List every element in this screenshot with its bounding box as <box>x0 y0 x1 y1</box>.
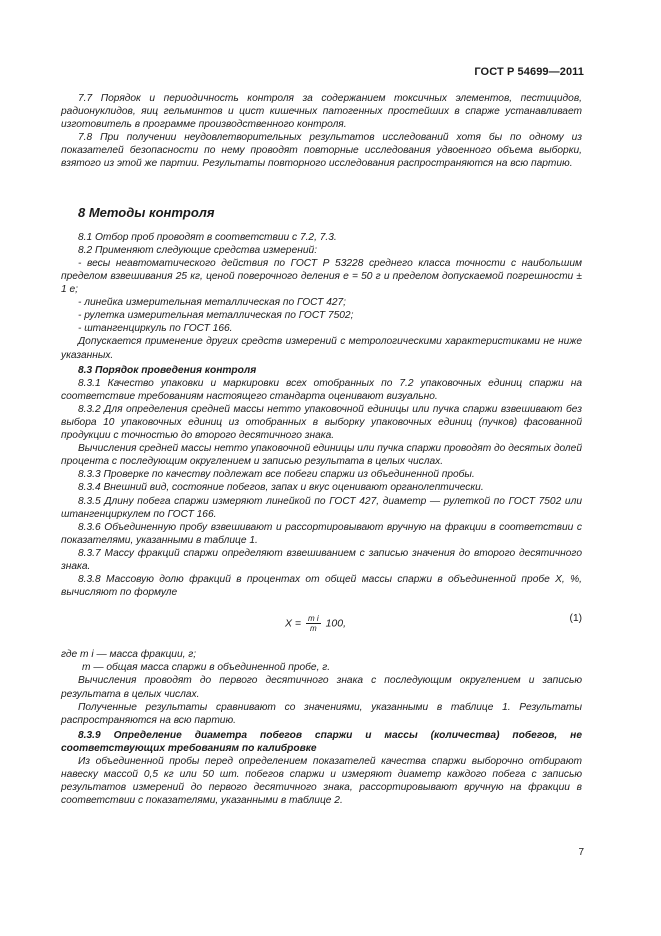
formula-denominator: m <box>309 624 317 634</box>
formula-fraction <box>306 614 321 633</box>
subsection-8-3-heading: 8.3 Порядок проведения контроля <box>78 364 257 376</box>
paragraph-compare: Полученные результаты сравнивают со значениями, указанными в таблице 1. Результаты распространяются на всю партию. <box>61 701 582 726</box>
paragraph-8-3-9: Из объединенной пробы перед определением показателей качества спаржи выборочно отбирают навеску массой 0,5 кг или 50 шт. побегов спаржи и измеряют диаметр каждого побега с записью результатов измерений до первого десятичного знака, рассортировывают вручную на фракции в соответствии с показателями, указанными в таблице 2. <box>61 756 582 807</box>
document-code-header: ГОСТ Р 54699—2011 <box>474 66 584 78</box>
instrument-list-item: - линейка измерительная металлическая по ГОСТ 427; <box>78 297 347 309</box>
paragraph-8-3-6: 8.3.6 Объединенную пробу взвешивают и рассортировывают вручную на фракции в соответствии с показателями, указанными в таблице 1. <box>61 521 582 546</box>
page-number: 7 <box>578 847 584 858</box>
paragraph-8-3-2-calc: Вычисления средней массы нетто упаковочной единицы или пучка спаржи проводят до десятых долей процента с последующим округлением и записью результата в целых числах. <box>61 443 582 468</box>
paragraph-8-2: 8.2 Применяют следующие средства измерений: <box>78 244 318 256</box>
formula-where-mi: где m i — масса фракции, г; <box>61 649 197 661</box>
paragraph-8-3-1: 8.3.1 Качество упаковки и маркировки всех отобранных по 7.2 упаковочных единиц спаржи на соответствие требованиям настоящего стандарта оценивают визуально. <box>61 377 582 402</box>
section-8-heading: 8 Методы контроля <box>78 204 215 220</box>
paragraph-calculation: Вычисления проводят до первого десятичного знака с последующим округлением и записью результата в целых числах. <box>61 675 582 700</box>
paragraph-allowed-instruments: Допускается применение других средств измерений с метрологическими характеристиками не ниже указанных. <box>61 336 582 361</box>
formula-expression <box>285 614 346 633</box>
paragraph-8-3-7: 8.3.7 Массу фракций спаржи определяют взвешиванием с записью значения до второго десятичного знака. <box>61 547 582 572</box>
formula-numerator: m i <box>307 614 319 624</box>
paragraph-8-3-8: 8.3.8 Массовую долю фракций в процентах от общей массы спаржи в объединенной пробе X, %, вычисляют по формуле <box>61 574 582 599</box>
paragraph-8-3-4: 8.3.4 Внешний вид, состояние побегов, запах и вкус оценивают органолептически. <box>78 482 484 494</box>
formula-number: (1) <box>569 613 582 625</box>
paragraph-7-8: 7.8 При получении неудовлетворительных результатов исследований хотя бы по одному из показателей безопасности по нему проводят повторные исследования удвоенного объема выборки, взятого из этой же партии. Результаты повторного исследования распространяются на всю партию. <box>61 132 582 170</box>
page-content <box>61 92 582 807</box>
paragraph-8-3-2: 8.3.2 Для определения средней массы нетто упаковочной единицы или пучка спаржи взвешивают без выбора 10 упаковочных единиц из отобранных в выборку упаковочных единиц (пучков) фасованной продукции с точностью до второго десятичного знака. <box>61 403 582 442</box>
instrument-list-item: - весы неавтоматического действия по ГОСТ Р 53228 среднего класса точности с наибольшим пределом взвешивания 25 кг, ценой поверочного деления е = 50 г и пределом допускаемой погрешности ± 1 е; <box>61 257 582 296</box>
formula-1 <box>61 608 582 642</box>
formula-rhs: 100, <box>325 617 347 630</box>
paragraph-8-3-5: 8.3.5 Длину побега спаржи измеряют линейкой по ГОСТ 427, диаметр — рулеткой по ГОСТ 7502 или штангенциркулем по ГОСТ 166. <box>61 495 582 520</box>
paragraph-8-1: 8.1 Отбор проб проводят в соответствии с 7.2, 7.3. <box>78 231 337 243</box>
instrument-list-item: - штангенциркуль по ГОСТ 166. <box>78 323 233 335</box>
subsection-8-3-9-heading: 8.3.9 Определение диаметра побегов спаржи и массы (количества) побегов, не соответствующих требованиям по калибровке <box>61 729 582 754</box>
formula-lhs: X = <box>285 617 302 630</box>
paragraph-8-3-3: 8.3.3 Проверке по качеству подлежат все побеги спаржи из объединенной пробы. <box>78 469 475 481</box>
paragraph-7-7: 7.7 Порядок и периодичность контроля за содержанием токсичных элементов, пестицидов, радионуклидов, яиц гельминтов и цист кишечных патогенных простейших в спарже устанавливает изготовитель в программе производственного контроля. <box>61 93 582 131</box>
formula-where-m: m — общая масса спаржи в объединенной пробе, г. <box>82 662 331 674</box>
instrument-list-item: - рулетка измерительная металлическая по ГОСТ 7502; <box>78 310 354 322</box>
